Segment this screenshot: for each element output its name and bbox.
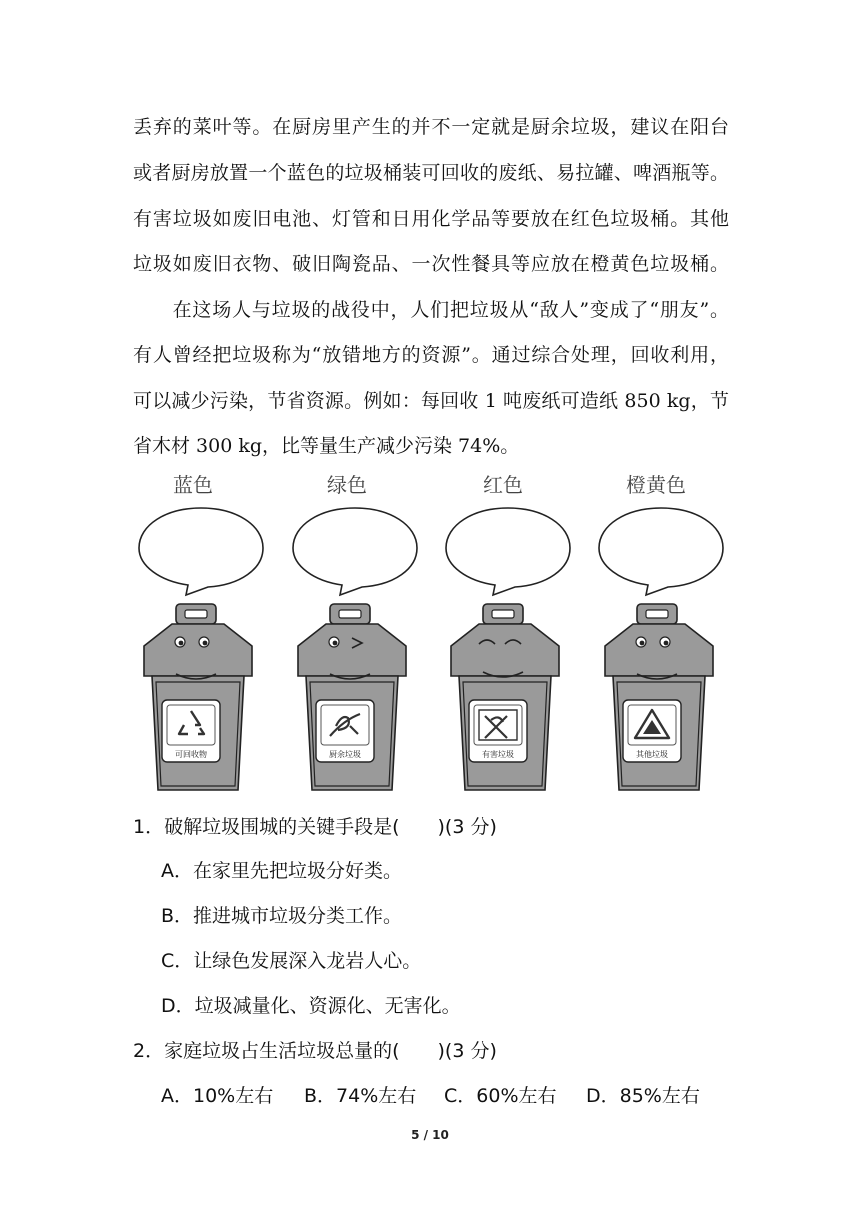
bin-color-label: 橙黄色: [626, 473, 686, 497]
passage-line: 在这场人与垃圾的战役中，人们把垃圾从“敌人”变成了“朋友”。: [133, 299, 729, 321]
speech-bubble: [290, 505, 420, 597]
recycle-bin: [138, 602, 258, 792]
passage-line: 或者厨房放置一个蓝色的垃圾桶装可回收的废纸、易拉罐、啤酒瓶等。: [133, 162, 729, 184]
question-text: 家庭垃圾占生活垃圾总量的( )(3 分): [164, 1040, 497, 1062]
question-number: 2．: [133, 1040, 165, 1062]
bin-caption: 有害垃圾: [482, 750, 514, 759]
bin-color-label: 蓝色: [173, 473, 213, 497]
speech-bubble: [596, 505, 726, 597]
page-number: 5 / 10: [411, 1128, 449, 1142]
option: B．推进城市垃圾分类工作。: [161, 905, 403, 927]
question-2: [133, 1039, 497, 1063]
bin-caption: 厨余垃圾: [329, 750, 361, 759]
bin-caption: 可回收物: [175, 750, 207, 759]
question-text: 破解垃圾围城的关键手段是( )(3 分): [164, 816, 497, 838]
food-waste-bin: [292, 602, 412, 792]
option: C．让绿色发展深入龙岩人心。: [161, 950, 422, 972]
passage-line: 垃圾如废旧衣物、破旧陶瓷品、一次性餐具等应放在橙黄色垃圾桶。: [133, 253, 729, 275]
speech-bubble: [443, 505, 573, 597]
bin-caption: 其他垃圾: [636, 750, 668, 759]
bin-color-label: 绿色: [327, 473, 367, 497]
passage-line: 有害垃圾如废旧电池、灯管和日用化学品等要放在红色垃圾桶。其他: [133, 208, 729, 230]
question-number: 1．: [133, 816, 165, 838]
option: D．垃圾减量化、资源化、无害化。: [161, 995, 461, 1017]
bin-color-label: 红色: [483, 473, 523, 497]
option: B．74%左右: [304, 1085, 417, 1107]
question-1: [133, 815, 497, 839]
option: A．10%左右: [161, 1085, 274, 1107]
other-waste-bin: [599, 602, 719, 792]
hazardous-bin: [445, 602, 565, 792]
passage-line: 有人曾经把垃圾称为“放错地方的资源”。通过综合处理，回收利用，: [133, 344, 729, 366]
option: A．在家里先把垃圾分好类。: [161, 860, 402, 882]
option: D．85%左右: [586, 1085, 700, 1107]
speech-bubble: [136, 505, 266, 597]
passage-line: 省木材 300 kg，比等量生产减少污染 74%。: [133, 435, 520, 457]
option: C．60%左右: [444, 1085, 557, 1107]
passage-line: 可以减少污染，节省资源。例如：每回收 1 吨废纸可造纸 850 kg，节: [133, 390, 729, 412]
passage-line: 丢弃的菜叶等。在厨房里产生的并不一定就是厨余垃圾，建议在阳台: [133, 116, 729, 138]
